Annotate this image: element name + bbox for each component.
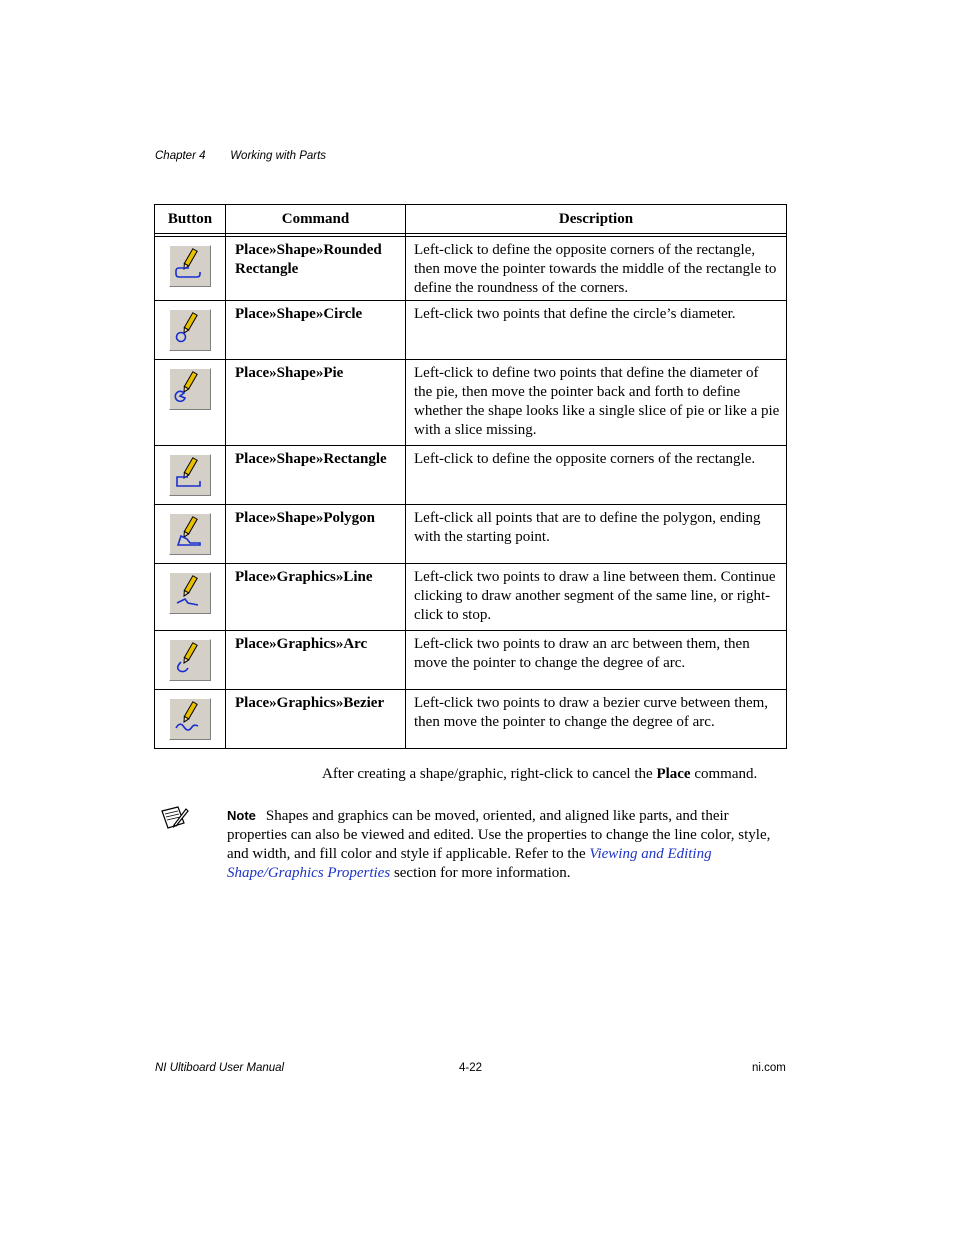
table-row: [155, 360, 787, 446]
note-paragraph: [227, 806, 787, 883]
command-description: Left-click two points to draw a bezier curve between them, then move the pointer to change the degree of arc.: [406, 690, 787, 749]
command-description: Left-click two points that define the circle’s diameter.: [406, 301, 787, 360]
command-name: Place»Shape»Circle: [226, 301, 406, 360]
command-description: Left-click to define the opposite corners of the rectangle.: [406, 446, 787, 505]
table-row: [155, 301, 787, 360]
command-description: Left-click to define two points that define the diameter of the pie, then move the pointer back and forth to define whether the shape looks like a single slice of pie or like a pie with a slice missing.: [406, 360, 787, 446]
rounded-rectangle-tool-icon[interactable]: [169, 245, 211, 287]
command-name: Place»Graphics»Arc: [226, 631, 406, 690]
footer-page-number: 4-22: [459, 1062, 483, 1074]
section-title: Working with Parts: [230, 150, 327, 162]
circle-tool-icon[interactable]: [169, 309, 211, 351]
polygon-tool-icon[interactable]: [169, 513, 211, 555]
cross-reference-link[interactable]: Viewing and Editing Shape/Graphics Properties: [227, 846, 712, 881]
column-header-description: Description: [406, 205, 787, 234]
command-name: Place»Shape»Rounded Rectangle: [226, 237, 406, 301]
after-text-start: After creating a shape/graphic, right-click to cancel the: [322, 766, 657, 782]
table-row: [155, 564, 787, 631]
table-row: [155, 505, 787, 564]
command-name: Place»Shape»Rectangle: [226, 446, 406, 505]
line-tool-icon[interactable]: [169, 572, 211, 614]
command-name: Place»Graphics»Bezier: [226, 690, 406, 749]
running-head: [155, 150, 326, 162]
command-name: Place»Shape»Pie: [226, 360, 406, 446]
note-label: Note: [227, 808, 256, 823]
table-row: [155, 446, 787, 505]
table-row: [155, 631, 787, 690]
command-description: Left-click two points to draw a line between them. Continue clicking to draw another segment of the same line, or right-click to stop.: [406, 564, 787, 631]
column-header-command: Command: [226, 205, 406, 234]
rectangle-tool-icon[interactable]: [169, 454, 211, 496]
after-text-end: command.: [690, 766, 758, 782]
arc-tool-icon[interactable]: [169, 639, 211, 681]
command-name: Place»Graphics»Line: [226, 564, 406, 631]
after-table-paragraph: [322, 766, 757, 783]
command-table: [154, 204, 787, 749]
command-description: Left-click two points to draw an arc between them, then move the pointer to change the degree of arc.: [406, 631, 787, 690]
table-row: [155, 690, 787, 749]
chapter-label: Chapter 4: [155, 150, 206, 162]
pie-tool-icon[interactable]: [169, 368, 211, 410]
command-description: Left-click all points that are to define the polygon, ending with the starting point.: [406, 505, 787, 564]
footer-website: ni.com: [752, 1062, 786, 1074]
command-name: Place»Shape»Polygon: [226, 505, 406, 564]
table-row: [155, 237, 787, 301]
note-tail: section for more information.: [390, 865, 571, 881]
note-pad-icon: [160, 805, 190, 836]
column-header-button: Button: [155, 205, 226, 234]
note-text: Shapes and graphics can be moved, oriented, and aligned like parts, and their properties can also be viewed and edited. Use the properties to change the line color, style, and width, and fill color and style if applicable. Refer to the: [227, 808, 771, 862]
footer-manual-title: NI Ultiboard User Manual: [155, 1062, 285, 1074]
after-text-bold: Place: [656, 766, 691, 782]
bezier-tool-icon[interactable]: [169, 698, 211, 740]
command-description: Left-click to define the opposite corners of the rectangle, then move the pointer towards the middle of the rectangle to define the roundness of the corners.: [406, 237, 787, 301]
